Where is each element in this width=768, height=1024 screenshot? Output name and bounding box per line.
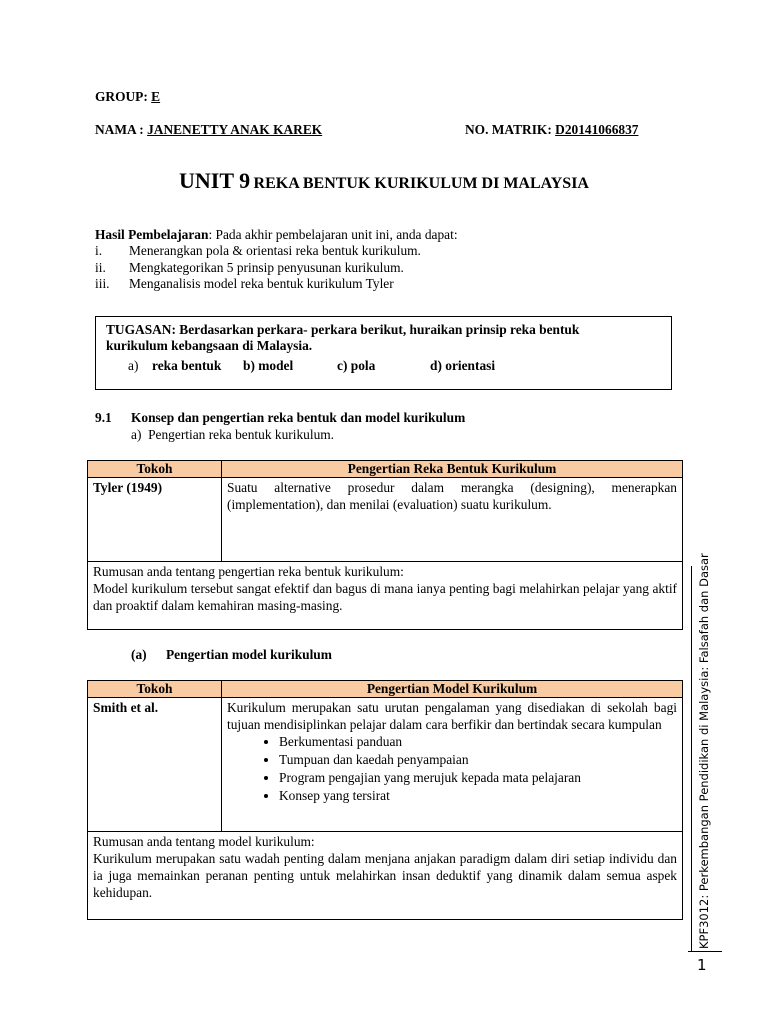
summary-label: Rumusan anda tentang model kurikulum:: [93, 834, 315, 849]
outcome-text: Mengkategorikan 5 prinsip penyusunan kurikulum.: [129, 260, 404, 275]
nama-line: [95, 122, 322, 138]
matrik-line: [465, 122, 638, 138]
section-heading: [95, 410, 466, 426]
nama-value: JANENETTY ANAK KAREK: [147, 122, 323, 137]
group-label: GROUP:: [95, 89, 148, 104]
task-line-1: TUGASAN: Berdasarkan perkara- perkara berikut, huraikan prinsip reka bentuk: [106, 322, 580, 337]
subsection-heading: [131, 647, 332, 663]
side-course-title: KPF3012: Perkembangan Pendidikan di Malaysia: Falsafah dan Dasar: [697, 553, 711, 949]
list-item: • Tumpuan dan kaedah penyampaian: [279, 751, 677, 769]
table-header-row: [88, 681, 683, 698]
summary-label: Rumusan anda tentang pengertian reka bentuk kurikulum:: [93, 564, 404, 579]
page-title: [0, 168, 768, 194]
task-option-d: d) orientasi: [430, 358, 496, 373]
table-row: [88, 478, 683, 562]
title-unit: UNIT 9: [179, 168, 251, 193]
definition-text: Kurikulum merupakan satu urutan pengalaman yang disediakan di sekolah bagi tujuan mendisiplinkan pelajar dalam cara berfikir dan bertindak secara kumpulan: [227, 700, 677, 732]
outcomes-lead: [95, 227, 458, 243]
group-value: E: [151, 89, 161, 104]
title-rest: REKA BENTUK KURIKULUM DI MALAYSIA: [253, 175, 589, 192]
subsection-title: Pengertian model kurikulum: [166, 647, 332, 662]
outcome-item: [95, 260, 404, 276]
summary-cell: [88, 832, 683, 920]
task-line-2: kurikulum kebangsaan di Malaysia.: [106, 338, 313, 353]
column-header-tokoh: Tokoh: [88, 461, 222, 478]
summary-cell: [88, 562, 683, 630]
tokoh-cell: Smith et al.: [88, 698, 222, 832]
task-options: [106, 356, 661, 376]
definition-cell: Suatu alternative prosedur dalam merangka (designing), menerapkan (implementation), dan menilai (evaluation) suatu kurikulum.: [222, 478, 683, 562]
section-sub-a: a) Pengertian reka bentuk kurikulum.: [131, 427, 335, 442]
outcome-num: ii.: [95, 260, 106, 275]
list-item: • Program pengajian yang merujuk kepada mata pelajaran: [279, 769, 677, 787]
definition-cell: [222, 698, 683, 832]
task-option-b: b) model: [243, 358, 294, 373]
list-item: • Berkumentasi panduan: [279, 733, 677, 751]
outcome-num: i.: [95, 243, 103, 258]
side-divider: [691, 566, 692, 951]
subsection-label: (a): [131, 647, 147, 662]
outcomes-lead-bold: Hasil Pembelajaran: [95, 227, 209, 242]
matrik-label: NO. MATRIK:: [465, 122, 552, 137]
outcome-item: [95, 243, 421, 259]
outcome-text: Menerangkan pola & orientasi reka bentuk kurikulum.: [129, 243, 421, 258]
summary-row: [88, 832, 683, 920]
column-header-pengertian: Pengertian Model Kurikulum: [222, 681, 683, 698]
outcome-text: Menganalisis model reka bentuk kurikulum Tyler: [129, 276, 394, 291]
summary-text: Model kurikulum tersebut sangat efektif dan bagus di mana ianya penting bagi melahirkan pelajar yang aktif dan proaktif dalam kemahiran masing-masing.: [93, 581, 677, 613]
table-row: [88, 698, 683, 832]
matrik-value: D20141066837: [555, 122, 639, 137]
summary-row: [88, 562, 683, 630]
task-option-a-prefix: a): [128, 358, 139, 373]
task-box: [95, 316, 672, 390]
page-number: 1: [697, 956, 707, 974]
nama-label: NAMA :: [95, 122, 144, 137]
column-header-tokoh: Tokoh: [88, 681, 222, 698]
bullet-list: [227, 733, 677, 805]
outcomes-lead-rest: : Pada akhir pembelajaran unit ini, anda dapat:: [208, 227, 458, 242]
group-line: [95, 89, 160, 105]
list-item: • Konsep yang tersirat: [279, 787, 677, 805]
section-number: 9.1: [95, 410, 112, 425]
task-option-c: c) pola: [337, 358, 376, 373]
table-reka-bentuk: [87, 460, 683, 630]
task-option-a: reka bentuk: [152, 358, 222, 373]
tokoh-cell: Tyler (1949): [88, 478, 222, 562]
table-model: [87, 680, 683, 920]
outcome-num: iii.: [95, 276, 110, 291]
page-number-rule: [688, 951, 722, 952]
outcome-item: [95, 276, 394, 292]
section-title: Konsep dan pengertian reka bentuk dan model kurikulum: [131, 410, 466, 425]
column-header-pengertian: Pengertian Reka Bentuk Kurikulum: [222, 461, 683, 478]
summary-text: Kurikulum merupakan satu wadah penting dalam menjana anjakan paradigm dalam diri setiap individu dan ia juga memainkan peranan penting untuk melahirkan insan deduktif yang dinamik dalam semua aspek kehidupan.: [93, 851, 677, 900]
table-header-row: [88, 461, 683, 478]
